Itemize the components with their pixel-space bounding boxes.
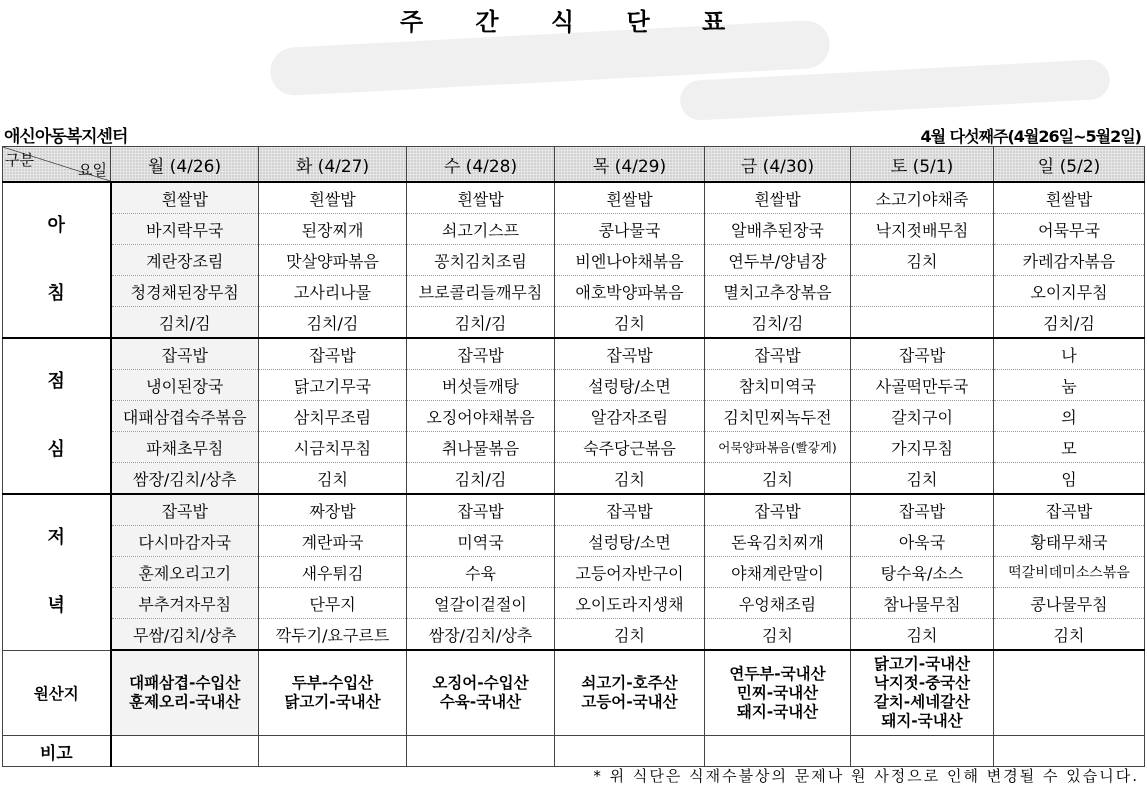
menu-cell: 숙주당근볶음 xyxy=(555,432,705,463)
menu-cell: 가지무침 xyxy=(851,432,994,463)
menu-cell: 다시마감자국 xyxy=(111,526,259,557)
menu-cell: 쌈장/김치/상추 xyxy=(111,463,259,495)
menu-cell: 얼갈이겉절이 xyxy=(407,588,555,619)
menu-cell: 참나물무침 xyxy=(851,588,994,619)
day-header: 목 (4/29) xyxy=(555,147,705,183)
menu-cell xyxy=(851,307,994,339)
day-header: 수 (4/28) xyxy=(407,147,555,183)
menu-cell: 김치 xyxy=(555,619,705,651)
menu-cell: 닭고기무국 xyxy=(259,370,407,401)
menu-cell: 잡곡밥 xyxy=(259,338,407,370)
origin-row xyxy=(3,650,1145,736)
menu-cell: 야채계란말이 xyxy=(705,557,851,588)
menu-cell: 흰쌀밥 xyxy=(407,182,555,214)
menu-row xyxy=(3,276,1145,307)
menu-cell: 콩나물무침 xyxy=(994,588,1145,619)
menu-cell: 잡곡밥 xyxy=(851,494,994,526)
menu-cell: 멸치고추장볶음 xyxy=(705,276,851,307)
origin-line: 닭고기-국내산 xyxy=(284,693,381,711)
menu-cell: 잡곡밥 xyxy=(851,338,994,370)
footnote: * 위 식단은 식재수불상의 문제나 원 사정으로 인해 변경될 수 있습니다. xyxy=(593,767,1139,785)
origin-line: 민찌-국내산 xyxy=(736,683,819,702)
menu-cell: 계란파국 xyxy=(259,526,407,557)
weekly-menu-table xyxy=(2,146,1145,767)
menu-cell: 나 xyxy=(994,338,1145,370)
menu-cell: 잡곡밥 xyxy=(111,338,259,370)
menu-cell: 김치/김 xyxy=(407,307,555,339)
menu-cell: 김치/김 xyxy=(705,307,851,339)
corner-category-label: 구분 xyxy=(5,151,34,169)
remarks-cell xyxy=(705,736,851,767)
menu-cell: 미역국 xyxy=(407,526,555,557)
menu-row xyxy=(3,307,1145,339)
menu-row xyxy=(3,245,1145,276)
menu-cell: 알배추된장국 xyxy=(705,214,851,245)
origin-line: 쇠고기-호주산 xyxy=(581,674,678,692)
origin-line: 두부-수입산 xyxy=(291,674,374,692)
menu-cell: 오이도라지생채 xyxy=(555,588,705,619)
menu-cell: 짜장밥 xyxy=(259,494,407,526)
menu-cell: 맛살양파볶음 xyxy=(259,245,407,276)
menu-cell: 고등어자반구이 xyxy=(555,557,705,588)
origin-line: 돼지-국내산 xyxy=(881,712,963,730)
menu-cell: 사골떡만두국 xyxy=(851,370,994,401)
remarks-cell xyxy=(259,736,407,767)
menu-cell: 김치 xyxy=(705,619,851,651)
menu-cell: 떡갈비데미소스볶음 xyxy=(994,557,1145,588)
menu-cell: 콩나물국 xyxy=(555,214,705,245)
menu-cell: 김치/김 xyxy=(994,307,1145,339)
menu-row xyxy=(3,494,1145,526)
menu-row xyxy=(3,619,1145,651)
corner-day-label: 요일 xyxy=(78,161,107,179)
menu-cell: 흰쌀밥 xyxy=(555,182,705,214)
menu-cell: 대패삼겹숙주볶음 xyxy=(111,401,259,432)
day-header: 일 (5/2) xyxy=(994,147,1145,183)
meal-label: 아 침 xyxy=(3,182,111,338)
menu-cell: 김치 xyxy=(851,619,994,651)
menu-row xyxy=(3,370,1145,401)
origin-cell xyxy=(259,650,407,736)
origin-label: 원산지 xyxy=(3,650,111,736)
menu-cell: 갈치구이 xyxy=(851,401,994,432)
day-header: 금 (4/30) xyxy=(705,147,851,183)
menu-cell: 시금치무침 xyxy=(259,432,407,463)
menu-cell: 단무지 xyxy=(259,588,407,619)
menu-cell: 탕수육/소스 xyxy=(851,557,994,588)
menu-cell: 브로콜리들깨무침 xyxy=(407,276,555,307)
menu-cell: 애호박양파볶음 xyxy=(555,276,705,307)
organization-name: 애신아동복지센터 xyxy=(4,127,128,147)
menu-cell: 임 xyxy=(994,463,1145,495)
day-header: 토 (5/1) xyxy=(851,147,994,183)
menu-cell: 카레감자볶음 xyxy=(994,245,1145,276)
menu-cell: 냉이된장국 xyxy=(111,370,259,401)
remarks-cell xyxy=(407,736,555,767)
remarks-cell xyxy=(111,736,259,767)
menu-cell: 김치 xyxy=(994,619,1145,651)
menu-row xyxy=(3,401,1145,432)
menu-row xyxy=(3,214,1145,245)
menu-cell: 흰쌀밥 xyxy=(705,182,851,214)
menu-cell: 소고기야채죽 xyxy=(851,182,994,214)
remarks-cell xyxy=(555,736,705,767)
menu-cell: 낙지젓배무침 xyxy=(851,214,994,245)
origin-line: 훈제오리-국내산 xyxy=(129,693,241,711)
menu-cell: 모 xyxy=(994,432,1145,463)
origin-cell xyxy=(407,650,555,736)
menu-cell: 김치 xyxy=(259,463,407,495)
menu-cell: 잡곡밥 xyxy=(994,494,1145,526)
menu-row xyxy=(3,432,1145,463)
menu-cell: 흰쌀밥 xyxy=(994,182,1145,214)
menu-cell: 된장찌개 xyxy=(259,214,407,245)
origin-line: 돼지-국내산 xyxy=(736,702,819,721)
menu-row xyxy=(3,338,1145,370)
remarks-row xyxy=(3,736,1145,767)
menu-cell: 고사리나물 xyxy=(259,276,407,307)
menu-cell: 김치 xyxy=(705,463,851,495)
origin-line: 낙지젓-중국산 xyxy=(873,674,971,692)
menu-cell: 잡곡밥 xyxy=(705,494,851,526)
menu-cell: 취나물볶음 xyxy=(407,432,555,463)
menu-row xyxy=(3,463,1145,495)
remarks-cell xyxy=(851,736,994,767)
menu-cell: 계란장조림 xyxy=(111,245,259,276)
menu-cell: 잡곡밥 xyxy=(407,494,555,526)
menu-cell: 잡곡밥 xyxy=(555,338,705,370)
menu-cell: 우엉채조림 xyxy=(705,588,851,619)
menu-row xyxy=(3,557,1145,588)
menu-cell: 잡곡밥 xyxy=(407,338,555,370)
menu-cell: 비엔나야채볶음 xyxy=(555,245,705,276)
menu-row xyxy=(3,526,1145,557)
header-corner-cell xyxy=(3,147,111,183)
menu-cell: 김치 xyxy=(555,307,705,339)
menu-cell: 김치/김 xyxy=(111,307,259,339)
menu-cell: 김치/김 xyxy=(407,463,555,495)
menu-cell: 꽁치김치조림 xyxy=(407,245,555,276)
menu-cell: 훈제오리고기 xyxy=(111,557,259,588)
page-title: 주 간 식 단 표 xyxy=(399,8,748,36)
menu-cell: 부추겨자무침 xyxy=(111,588,259,619)
origin-cell xyxy=(111,650,259,736)
menu-cell: 어묵무국 xyxy=(994,214,1145,245)
origin-line: 갈치-세네갈산 xyxy=(873,693,971,711)
menu-cell: 바지락무국 xyxy=(111,214,259,245)
origin-line: 대패삼겹-수입산 xyxy=(129,674,241,692)
remarks-cell xyxy=(994,736,1145,767)
menu-cell: 무쌈/김치/상추 xyxy=(111,619,259,651)
menu-cell: 흰쌀밥 xyxy=(111,182,259,214)
origin-cell xyxy=(555,650,705,736)
origin-cell xyxy=(705,650,851,736)
header-row xyxy=(3,147,1145,183)
origin-line: 연두부-국내산 xyxy=(729,664,826,683)
menu-cell: 잡곡밥 xyxy=(705,338,851,370)
menu-cell: 어묵양파볶음(빨갛게) xyxy=(705,432,851,463)
menu-cell: 김치민찌녹두전 xyxy=(705,401,851,432)
meal-label: 저 녁 xyxy=(3,494,111,650)
menu-cell: 연두부/양념장 xyxy=(705,245,851,276)
menu-cell: 황태무채국 xyxy=(994,526,1145,557)
menu-cell: 설렁탕/소면 xyxy=(555,526,705,557)
menu-cell: 깍두기/요구르트 xyxy=(259,619,407,651)
menu-cell xyxy=(851,276,994,307)
menu-cell: 돈육김치찌개 xyxy=(705,526,851,557)
origin-line: 수육-국내산 xyxy=(439,693,522,711)
origin-line: 고등어-국내산 xyxy=(581,693,678,711)
menu-cell: 김치/김 xyxy=(259,307,407,339)
origin-line: 닭고기-국내산 xyxy=(873,655,971,673)
menu-cell: 설렁탕/소면 xyxy=(555,370,705,401)
menu-cell: 김치 xyxy=(555,463,705,495)
menu-cell: 참치미역국 xyxy=(705,370,851,401)
menu-cell: 청경채된장무침 xyxy=(111,276,259,307)
menu-row xyxy=(3,588,1145,619)
menu-cell: 김치 xyxy=(851,245,994,276)
menu-cell: 눔 xyxy=(994,370,1145,401)
menu-cell: 수육 xyxy=(407,557,555,588)
menu-cell: 쌈장/김치/상추 xyxy=(407,619,555,651)
menu-cell: 잡곡밥 xyxy=(555,494,705,526)
origin-line: 오징어-수입산 xyxy=(432,674,529,692)
origin-cell xyxy=(851,650,994,736)
meal-label: 점 심 xyxy=(3,338,111,494)
menu-row xyxy=(3,182,1145,214)
menu-cell: 김치 xyxy=(851,463,994,495)
menu-cell: 파채초무침 xyxy=(111,432,259,463)
week-range: 4월 다섯째주(4월26일~5월2일) xyxy=(920,127,1141,146)
menu-cell: 알감자조림 xyxy=(555,401,705,432)
menu-cell: 흰쌀밥 xyxy=(259,182,407,214)
day-header: 월 (4/26) xyxy=(111,147,259,183)
menu-cell: 오이지무침 xyxy=(994,276,1145,307)
menu-cell: 잡곡밥 xyxy=(111,494,259,526)
menu-cell: 의 xyxy=(994,401,1145,432)
menu-cell: 쇠고기스프 xyxy=(407,214,555,245)
origin-cell xyxy=(994,650,1145,736)
day-header: 화 (4/27) xyxy=(259,147,407,183)
menu-cell: 삼치무조림 xyxy=(259,401,407,432)
remarks-label: 비고 xyxy=(3,736,111,767)
menu-cell: 아욱국 xyxy=(851,526,994,557)
menu-cell: 새우튀김 xyxy=(259,557,407,588)
menu-cell: 버섯들깨탕 xyxy=(407,370,555,401)
menu-cell: 오징어야채볶음 xyxy=(407,401,555,432)
